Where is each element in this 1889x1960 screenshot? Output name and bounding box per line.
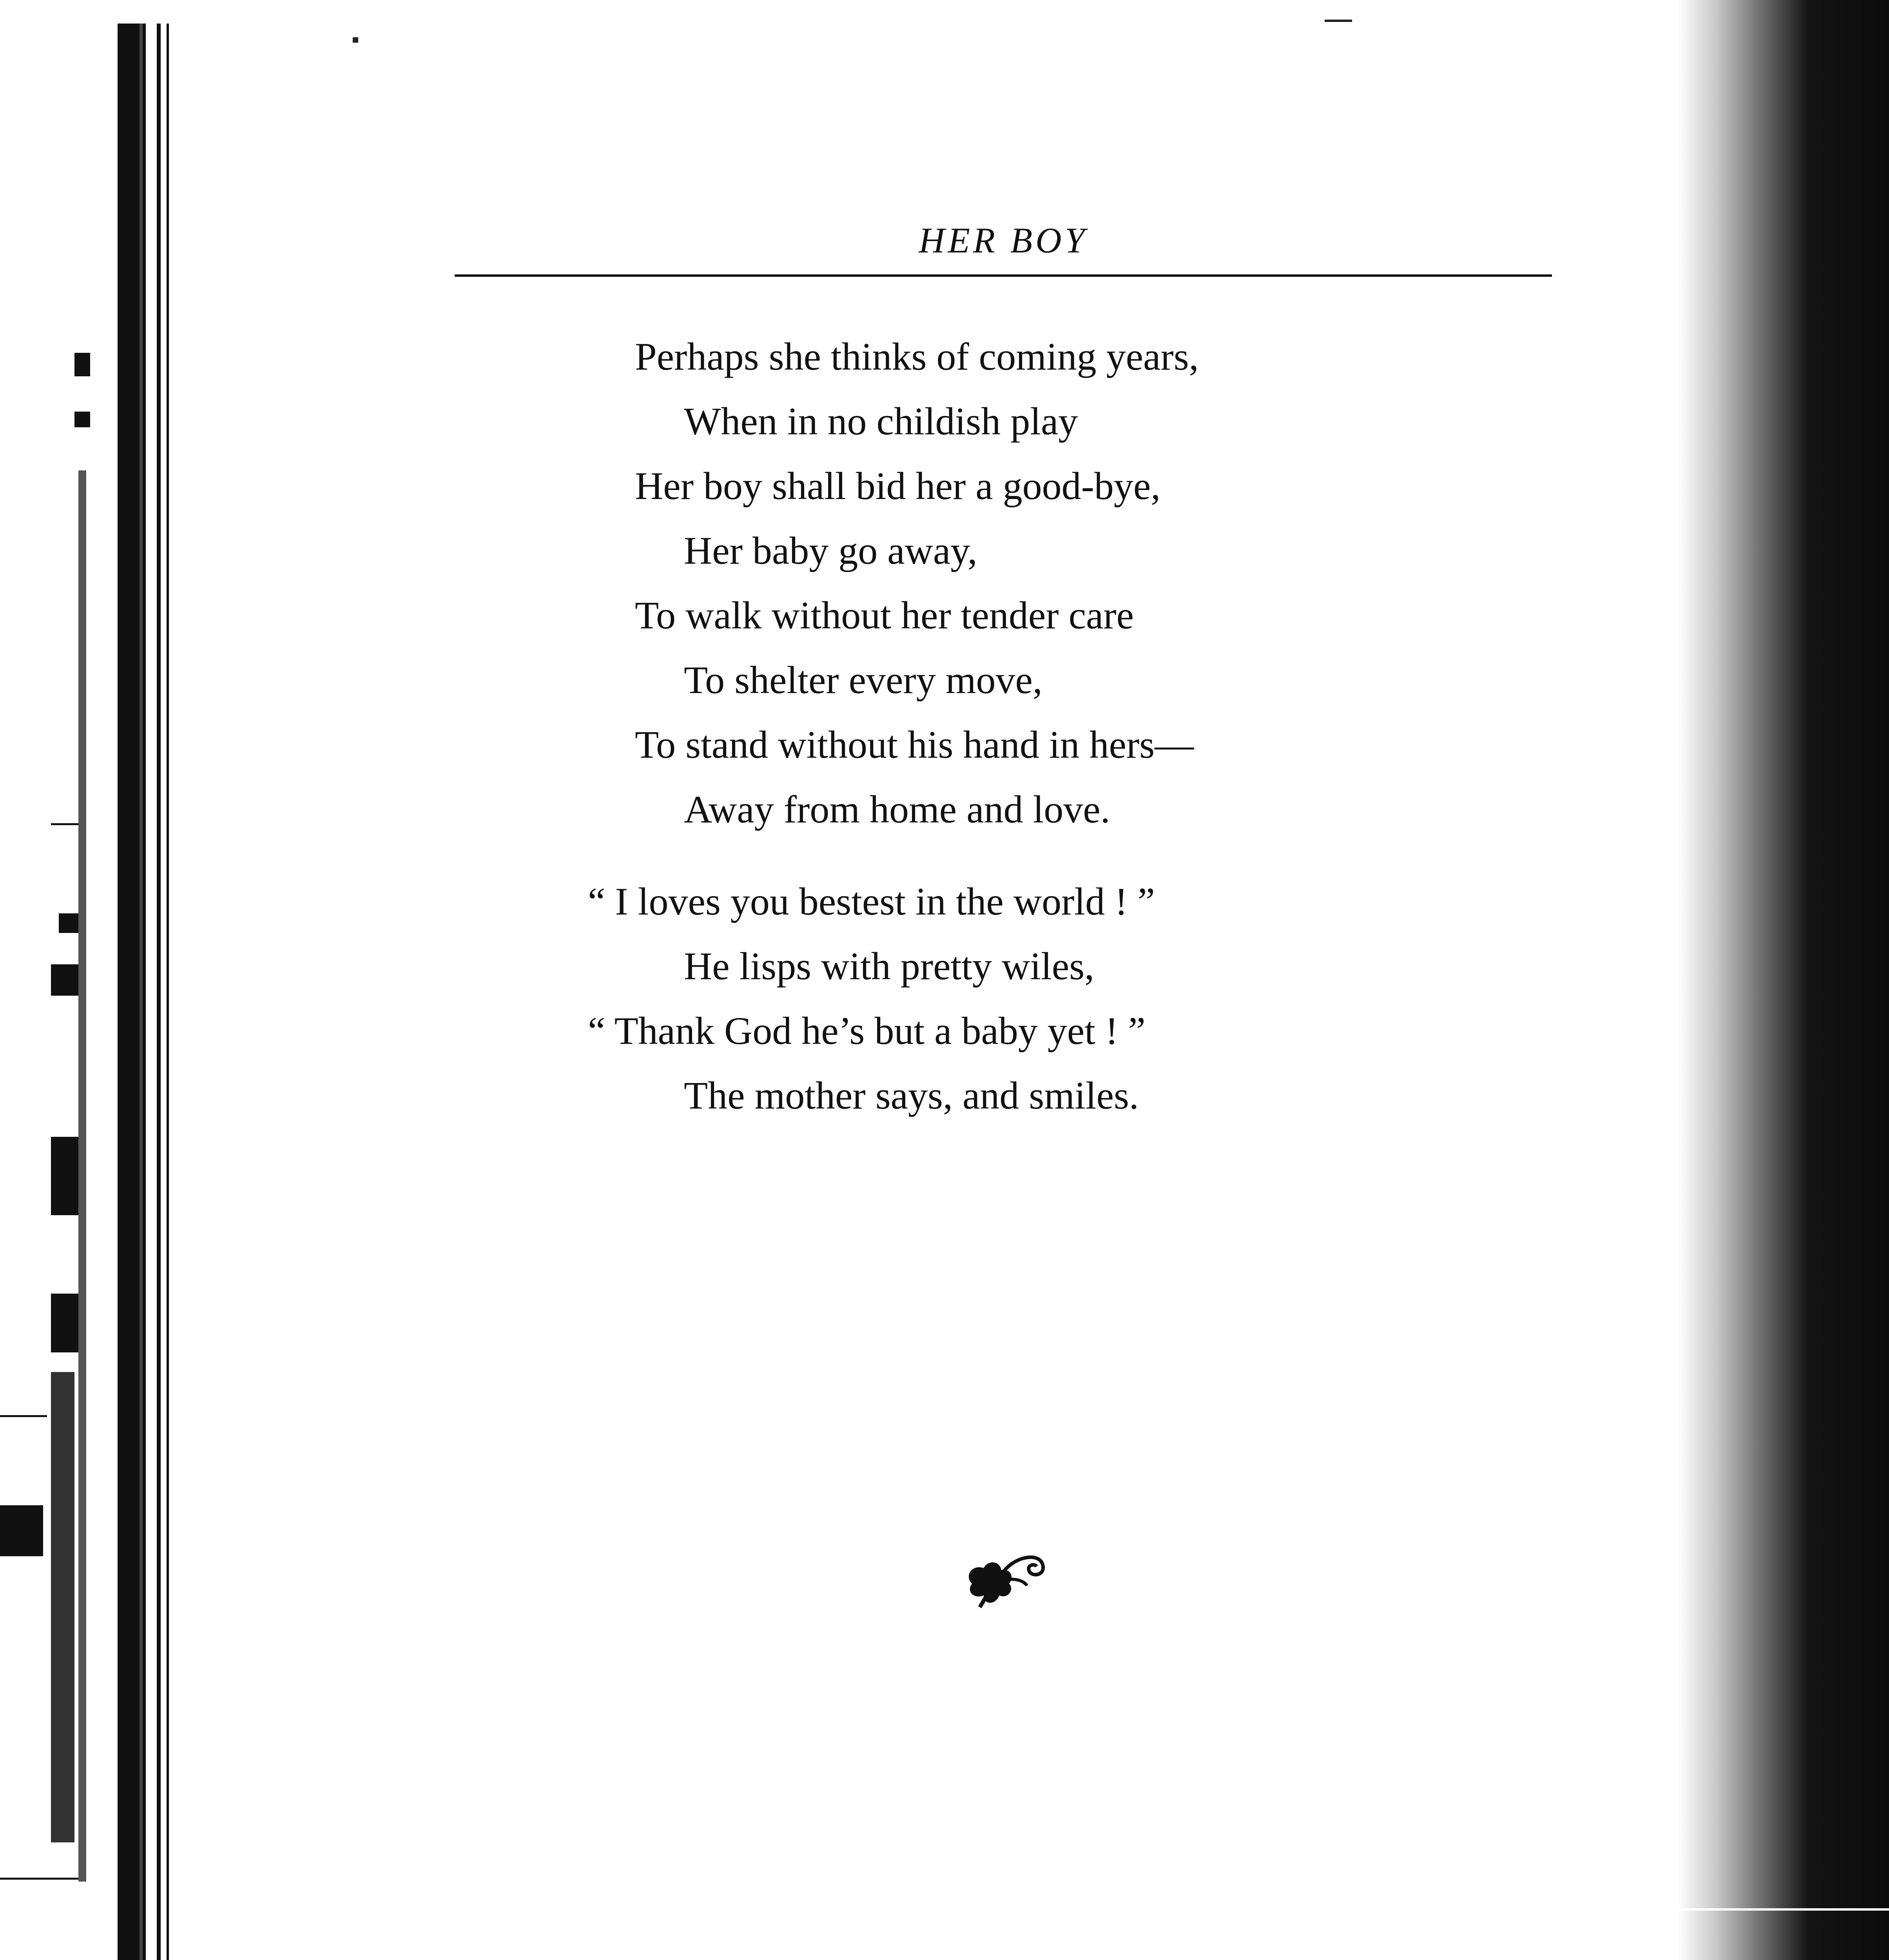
verse-line: To stand without his hand in hers— [635,723,1194,766]
verse-line: He lisps with pretty wiles, [684,944,1095,988]
scan-speck [353,37,358,43]
verse-line: Away from home and love. [684,788,1110,831]
verse-line: Her baby go away, [684,529,977,572]
verse-line: “ Thank God he’s but a baby yet ! ” [588,1009,1146,1053]
leaf-fleuron-icon [956,1541,1050,1611]
verse-line: The mother says, and smiles. [684,1074,1139,1117]
verse-line: “ I loves you bestest in the world ! ” [588,880,1155,923]
running-head-title: HER BOY [919,220,1088,260]
verse-line: When in no childish play [684,399,1078,443]
verse-line: To shelter every move, [684,658,1042,702]
verse-line: Perhaps she thinks of coming years, [635,335,1199,378]
verse-line: Her boy shall bid her a good-bye, [635,464,1161,508]
verse-line: To walk without her tender care [635,593,1134,637]
scan-speck [1325,20,1352,22]
